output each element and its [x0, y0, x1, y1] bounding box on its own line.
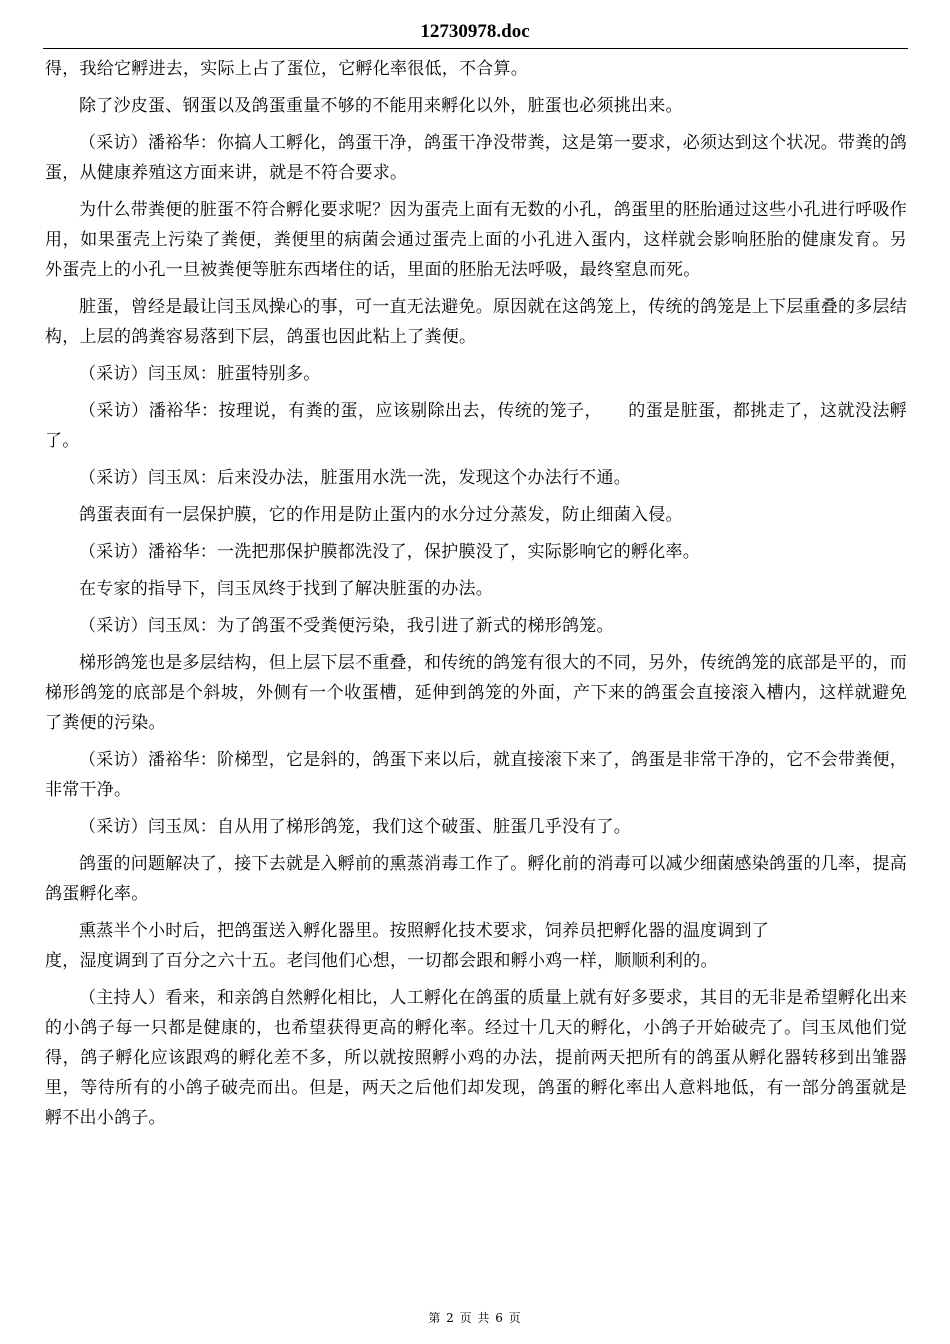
paragraph: （采访）潘裕华：阶梯型，它是斜的，鸽蛋下来以后，就直接滚下来了，鸽蛋是非常干净的，它不会带粪便，非常干净。	[45, 750, 907, 800]
paragraph: （采访）闫玉凤：后来没办法，脏蛋用水洗一洗，发现这个办法行不通。	[79, 468, 631, 488]
paragraph: 梯形鸽笼也是多层结构，但上层下层不重叠，和传统的鸽笼有很大的不同，另外，传统鸽笼的底部是平的，而梯形鸽笼的底部是个斜坡，外侧有一个收蛋槽，延伸到鸽笼的外面，产下来的鸽蛋会直接滚入槽内，这样就避免了粪便的污染。	[45, 653, 907, 733]
paragraph: 鸽蛋的问题解决了，接下去就是入孵前的熏蒸消毒工作了。孵化前的消毒可以减少细菌感染鸽蛋的几率，提高鸽蛋孵化率。	[45, 854, 907, 904]
paragraph: 为什么带粪便的脏蛋不符合孵化要求呢？因为蛋壳上面有无数的小孔，鸽蛋里的胚胎通过这些小孔进行呼吸作用，如果蛋壳上污染了粪便，粪便里的病菌会通过蛋壳上面的小孔进入蛋内，这样就会影响胚胎的健康发育。另外蛋壳上的小孔一旦被粪便等脏东西堵住的话，里面的胚胎无法呼吸，最终窒息而死。	[45, 200, 907, 280]
paragraph: （采访）潘裕华：你搞人工孵化，鸽蛋干净，鸽蛋干净没带粪，这是第一要求，必须达到这个状况。带粪的鸽蛋，从健康养殖这方面来讲，就是不符合要求。	[45, 133, 907, 183]
paragraph: （主持人）看来，和亲鸽自然孵化相比，人工孵化在鸽蛋的质量上就有好多要求，其目的无非是希望孵化出来的小鸽子每一只都是健康的，也希望获得更高的孵化率。经过十几天的孵化，小鸽子开始破壳了。闫玉凤他们觉得，鸽子孵化应该跟鸡的孵化差不多，所以就按照孵小鸡的办法，提前两天把所有的鸽蛋从孵化器转移到出雏器里，等待所有的小鸽子破壳而出。但是，两天之后他们却发现，鸽蛋的孵化率出人意料地低，有一部分鸽蛋就是孵不出小鸽子。	[45, 988, 907, 1128]
paragraph: （采访）闫玉凤：脏蛋特别多。	[79, 364, 321, 384]
paragraph: 度，湿度调到了百分之六十五。老闫他们心想，一切都会跟和孵小鸡一样，顺顺利利的。	[45, 951, 718, 971]
paragraph: 得，我给它孵进去，实际上占了蛋位，它孵化率很低，不合算。	[45, 59, 528, 79]
document-body	[45, 54, 907, 1140]
document-title: 12730978.doc	[420, 21, 530, 42]
paragraph: 在专家的指导下，闫玉凤终于找到了解决脏蛋的办法。	[79, 579, 493, 599]
paragraph: （采访）潘裕华：一洗把那保护膜都洗没了，保护膜没了，实际影响它的孵化率。	[79, 542, 700, 562]
paragraph: 脏蛋，曾经是最让闫玉凤操心的事，可一直无法避免。原因就在这鸽笼上，传统的鸽笼是上下层重叠的多层结构，上层的鸽粪容易落到下层，鸽蛋也因此粘上了粪便。	[45, 297, 907, 347]
paragraph: （采访）潘裕华：按理说，有粪的蛋，应该剔除出去，传统的笼子， 的蛋是脏蛋，都挑走了，这就没法孵了。	[45, 401, 907, 451]
paragraph: （采访）闫玉凤：自从用了梯形鸽笼，我们这个破蛋、脏蛋几乎没有了。	[79, 817, 631, 837]
header-rule	[43, 48, 908, 49]
paragraph: 除了沙皮蛋、钢蛋以及鸽蛋重量不够的不能用来孵化以外，脏蛋也必须挑出来。	[79, 96, 683, 116]
paragraph: 熏蒸半个小时后，把鸽蛋送入孵化器里。按照孵化技术要求，饲养员把孵化器的温度调到了	[79, 921, 769, 941]
paragraph: 鸽蛋表面有一层保护膜，它的作用是防止蛋内的水分过分蒸发，防止细菌入侵。	[79, 505, 683, 525]
paragraph: （采访）闫玉凤：为了鸽蛋不受粪便污染，我引进了新式的梯形鸽笼。	[79, 616, 614, 636]
page-number-footer: 第 2 页 共 6 页	[428, 1311, 522, 1325]
